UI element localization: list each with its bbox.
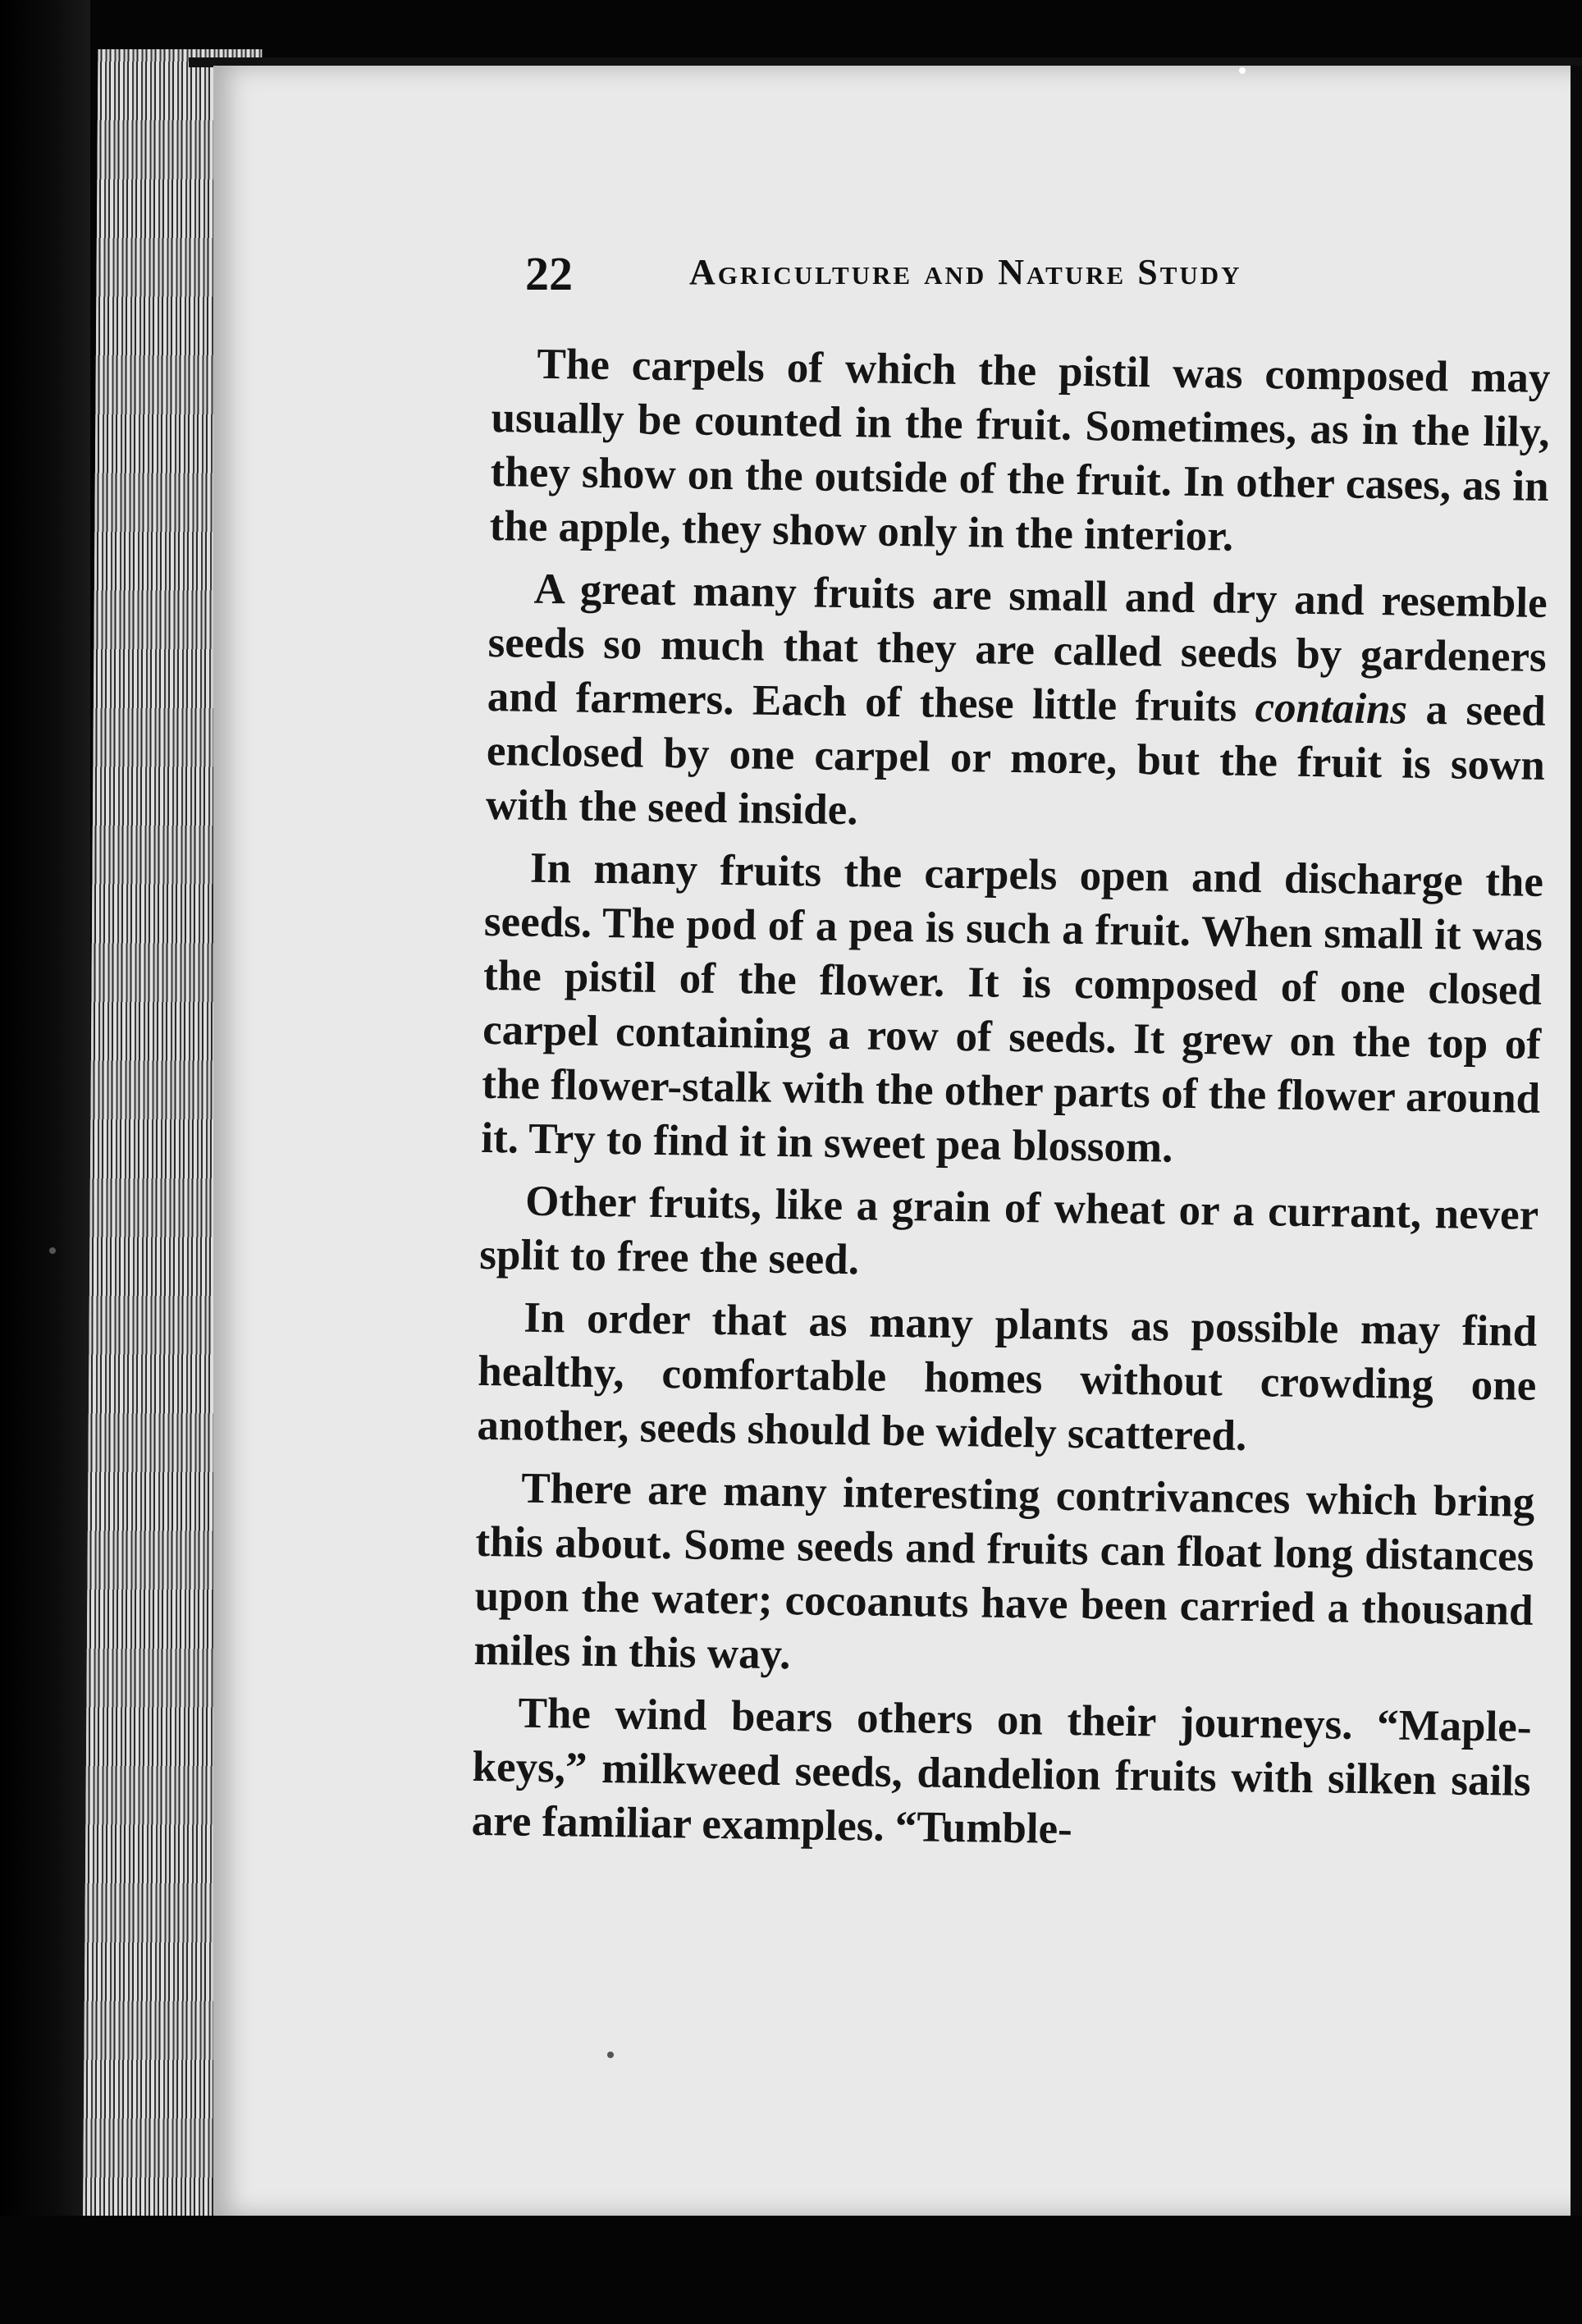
paragraph-text: A great many fruits are small and dry and resemble seeds so much that they are called seeds by gardeners and farmers. Each of these little fruits (487, 565, 1548, 732)
paragraph (477, 1290, 1538, 1467)
paragraph (489, 336, 1551, 568)
scan-speck (607, 2052, 614, 2058)
scan-speck (1239, 67, 1246, 74)
page-number: 22 (525, 247, 573, 300)
bottom-scan-border (0, 2216, 1582, 2324)
paragraph (486, 561, 1548, 847)
body-text (471, 336, 1551, 1871)
paragraph (471, 1686, 1532, 1863)
paragraph (473, 1461, 1535, 1692)
book-binding (0, 0, 90, 2324)
paragraph-text: Other fruits, like a grain of wheat or a currant, never split to free the seed. (478, 1177, 1539, 1284)
paragraph (481, 840, 1543, 1180)
paragraph-text: In many fruits the carpels open and discharge the seeds. The pod of a pea is such a fruit. When small it was the pistil of the flower. It is composed of one closed carpel containing a row of seeds. It grew on the top of the flower-stalk with the other parts of the flower around it. Try to find it in sweet pea blossom. (480, 844, 1544, 1172)
paragraph-text: The carpels of which the pistil was composed may usually be counted in the fruit. Sometimes, as in the lily, they show on the outside of the fruit. In other cases, as in the apple, they show only in the interior. (489, 340, 1551, 560)
running-head (525, 246, 1582, 312)
paragraph-text: There are many interesting contrivances which bring this about. Some seeds and fruits can float long distances upon the water; cocoanuts have been carried a thousand miles in this way. (473, 1464, 1535, 1679)
running-title: Agriculture and Nature Study (689, 252, 1242, 292)
right-page-edge (1571, 66, 1582, 2216)
paragraph-text: In order that as many plants as possible may find healthy, comfortable homes without crowding one another, seeds should be widely scattered. (477, 1293, 1538, 1460)
paragraph-text: The wind bears others on their journeys. “Maple-keys,” milkweed seeds, dandelion fruits with silken sails are familiar examples. “Tumble- (471, 1689, 1532, 1854)
paragraph (479, 1173, 1539, 1297)
scan-speck (49, 1247, 56, 1254)
emphasized-word: contains (1255, 684, 1408, 734)
paragraph-text: a seed enclosed by one carpel or more, but the fruit is sown with the seed inside. (485, 685, 1547, 835)
